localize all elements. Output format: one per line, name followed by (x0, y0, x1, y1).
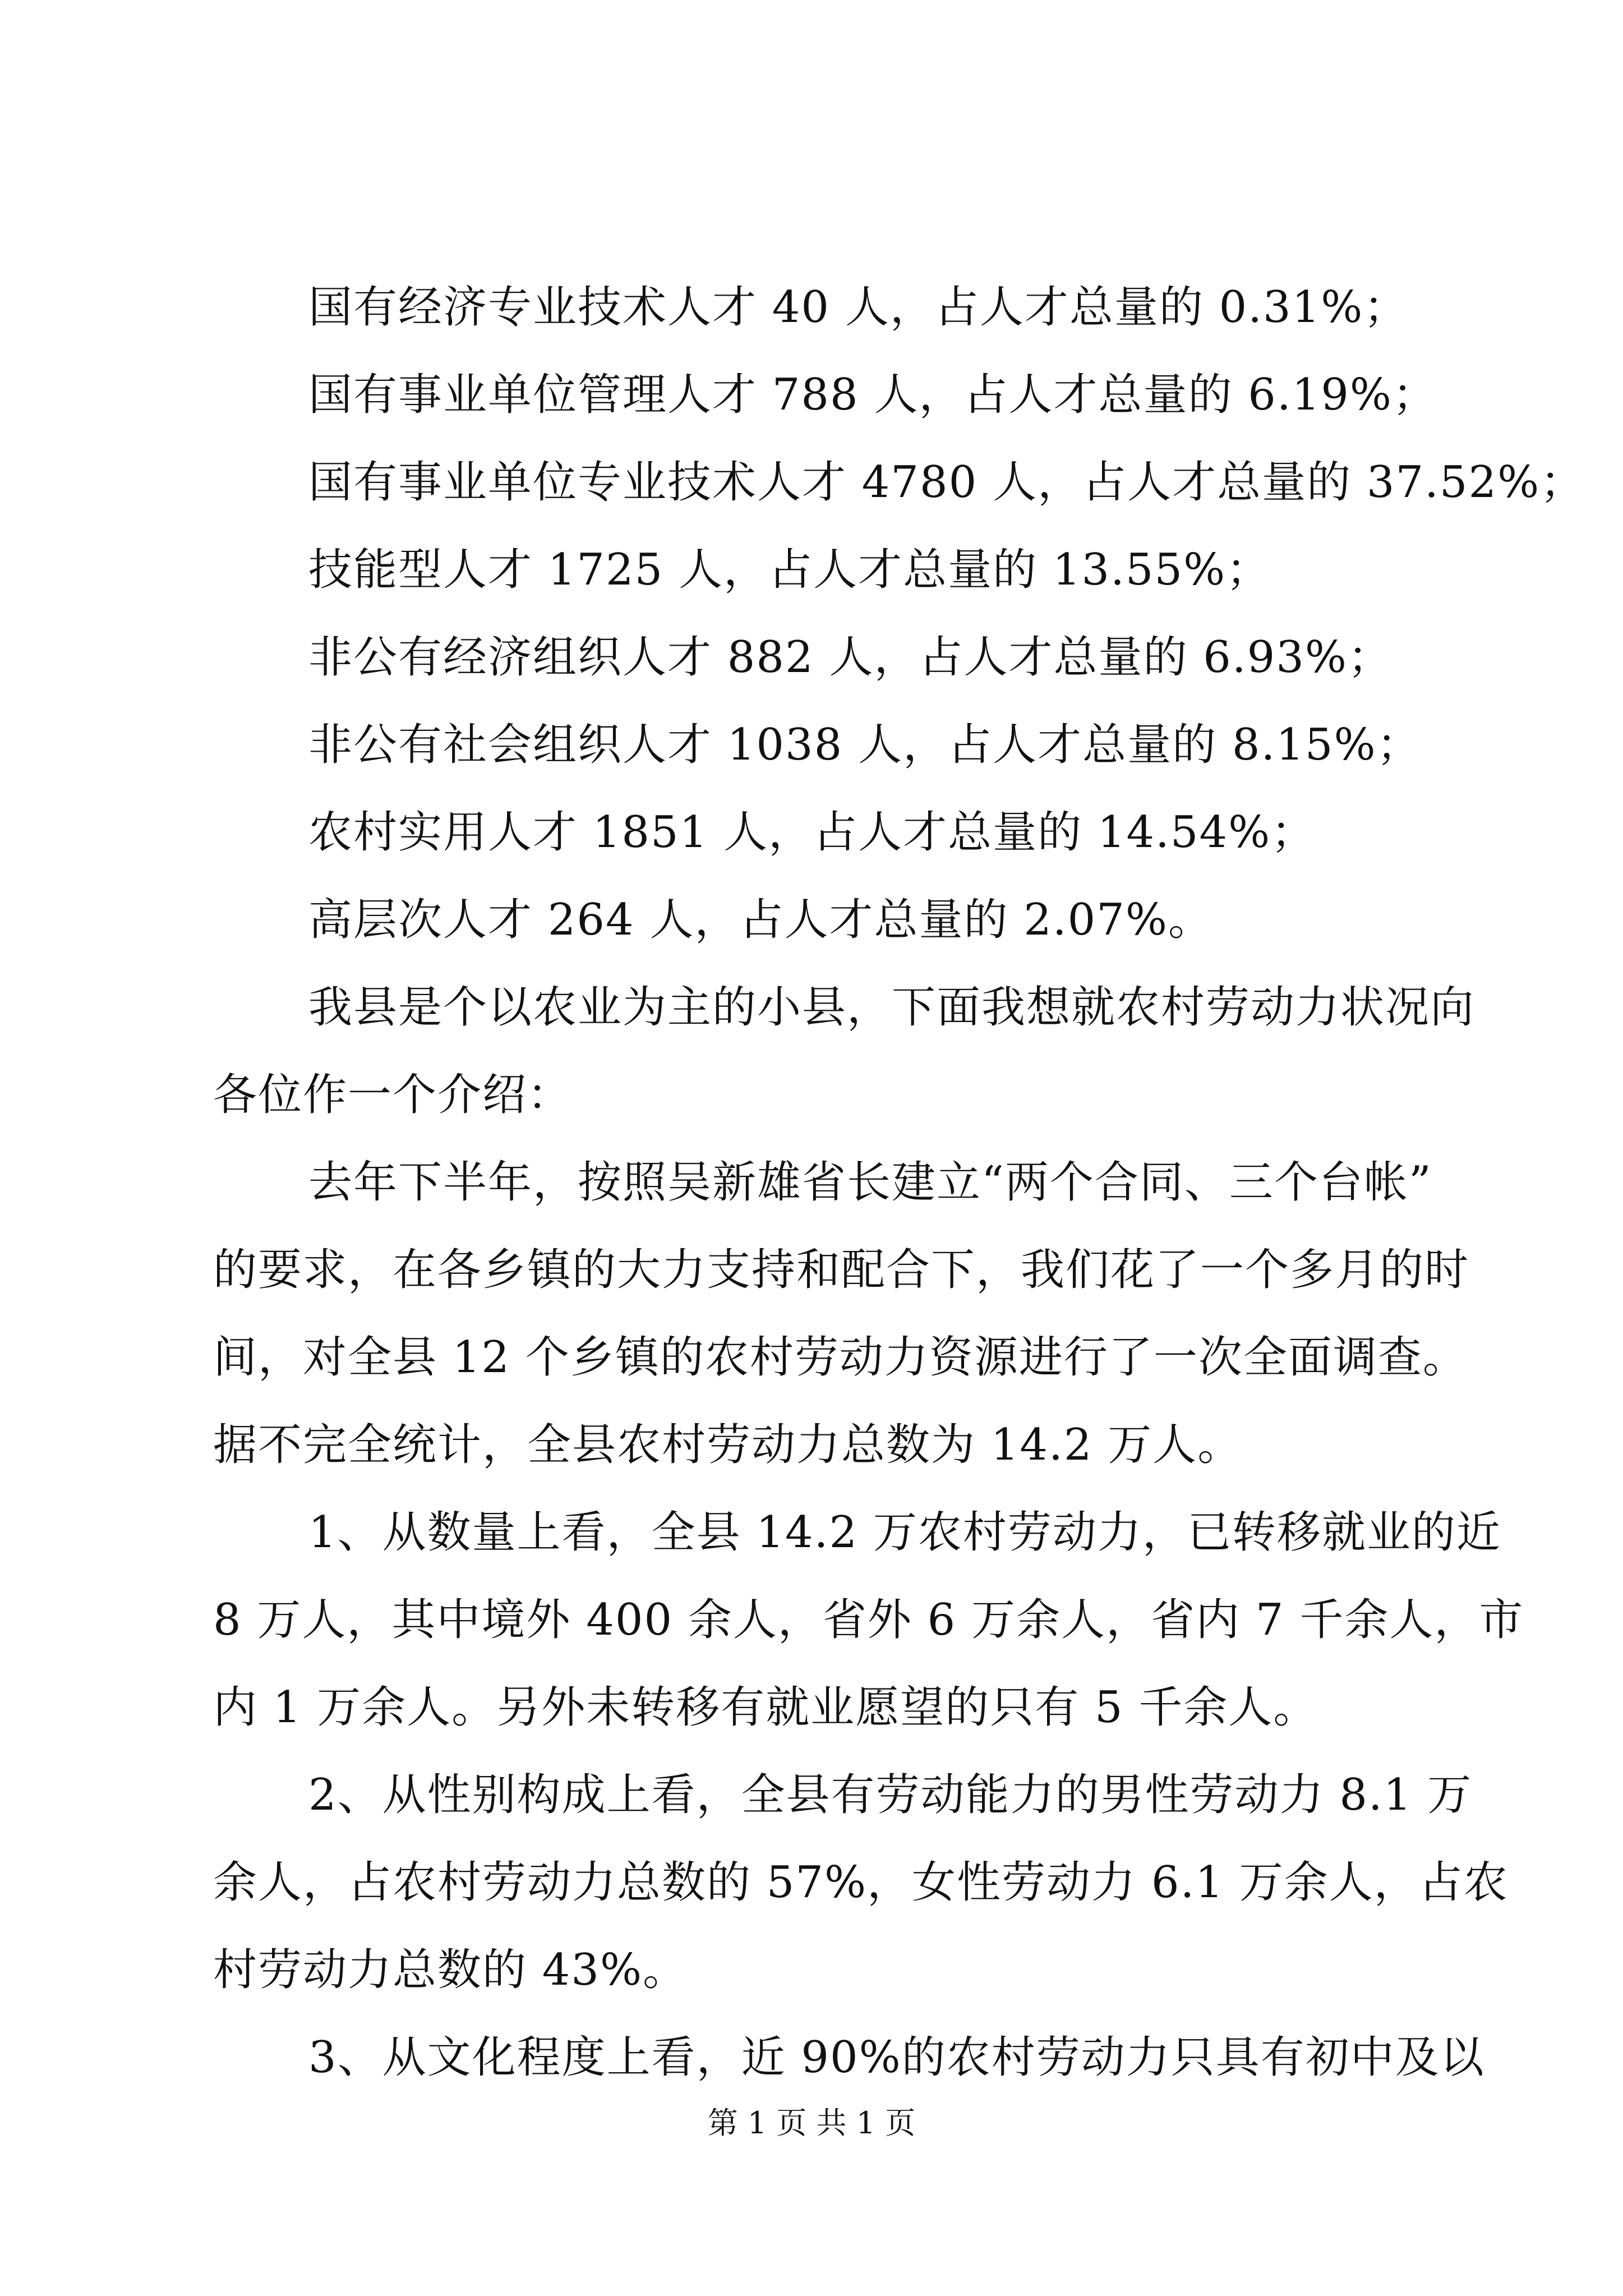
paragraph-line: 8 万人，其中境外 400 余人，省外 6 万余人，省内 7 千余人，市 (213, 1595, 1524, 1645)
paragraph-line: 余人，占农村劳动力总数的 57%，女性劳动力 6.1 万余人，占农 (213, 1857, 1509, 1908)
paragraph-line: 非公有社会组织人才 1038 人，占人才总量的 8.15%； (308, 720, 1422, 770)
paragraph-line: 各位作一个介绍： (213, 1070, 573, 1120)
paragraph-line: 去年下半年，按照吴新雄省长建立“两个合同、三个台帐” (308, 1157, 1432, 1208)
paragraph-line: 3、从文化程度上看，近 90%的农村劳动力只具有初中及以 (308, 2032, 1485, 2083)
paragraph-line: 农村实用人才 1851 人，占人才总量的 14.54%； (308, 807, 1316, 858)
page-footer: 第 1 页 共 1 页 (707, 2105, 916, 2141)
paragraph-line: 我县是个以农业为主的小县，下面我想就农村劳动力状况向 (308, 982, 1476, 1033)
paragraph-line: 国有经济专业技术人才 40 人，占人才总量的 0.31%； (308, 282, 1409, 333)
paragraph-line: 间，对全县 12 个乡镇的农村劳动力资源进行了一次全面调查。 (213, 1332, 1468, 1383)
document-body (213, 264, 1585, 2101)
paragraph-line: 内 1 万余人。另外未转移有就业愿望的只有 5 千余人。 (213, 1682, 1318, 1733)
paragraph-line: 村劳动力总数的 43%。 (213, 1945, 688, 1995)
paragraph-line: 国有事业单位专业技术人才 4780 人，占人才总量的 37.52%； (308, 457, 1585, 508)
paragraph-line: 高层次人才 264 人，占人才总量的 2.07%。 (308, 895, 1214, 945)
paragraph-line: 据不完全统计，全县农村劳动力总数为 14.2 万人。 (213, 1420, 1243, 1470)
paragraph-line: 1、从数量上看，全县 14.2 万农村劳动力，已转移就业的近 (308, 1507, 1501, 1558)
paragraph-line: 2、从性别构成上看，全县有劳动能力的男性劳动力 8.1 万 (308, 1770, 1473, 1820)
paragraph-line: 非公有经济组织人才 882 人，占人才总量的 6.93%； (308, 632, 1393, 683)
paragraph-line: 国有事业单位管理人才 788 人，占人才总量的 6.19%； (308, 370, 1438, 420)
paragraph-line: 技能型人才 1725 人，占人才总量的 13.55%； (308, 545, 1271, 595)
paragraph-line: 的要求，在各乡镇的大力支持和配合下，我们花了一个多月的时 (213, 1245, 1470, 1295)
